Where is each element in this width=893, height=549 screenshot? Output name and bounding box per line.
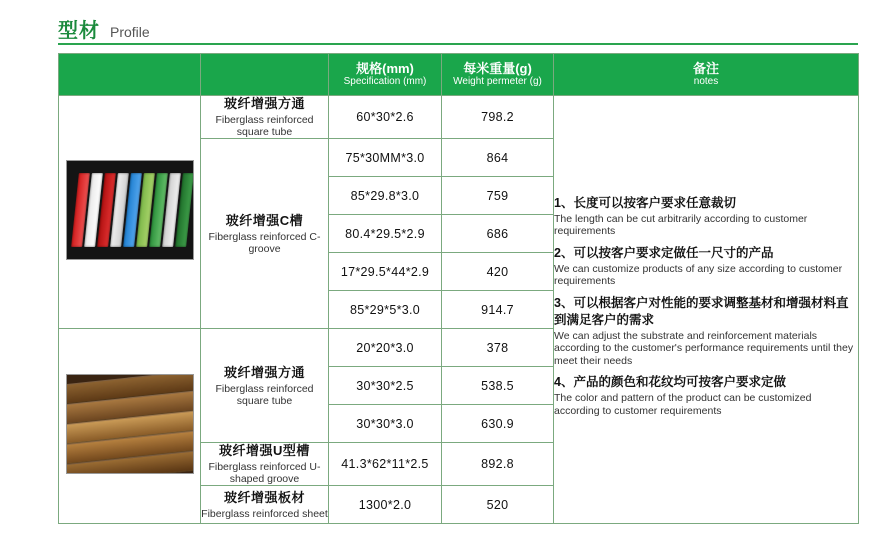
- weight-value: 914.7: [442, 291, 554, 329]
- spec-value: 30*30*2.5: [329, 367, 442, 405]
- note-text-en: We can adjust the substrate and reinforcement materials according to the customer's performance requirements until they meet their needs: [554, 329, 854, 367]
- note-text-en: We can customize products of any size according to customer requirements: [554, 262, 843, 288]
- product-image-cell-wood: [59, 329, 201, 524]
- product-name-en: Fiberglass reinforced sheet: [201, 507, 328, 520]
- product-name-en: Fiberglass reinforced square tube: [215, 382, 314, 407]
- col-header-notes-cn: 备注: [692, 61, 719, 76]
- note-item: [554, 374, 858, 417]
- spec-value: 1300*2.0: [329, 486, 442, 524]
- product-name-cell: [201, 329, 329, 443]
- col-header-specification-cn: 规格(mm): [356, 61, 414, 76]
- product-name-cell: [201, 96, 329, 139]
- product-name-cell: [201, 139, 329, 329]
- product-image-cell-tubes: [59, 96, 201, 329]
- colored-square-tubes-photo: [66, 160, 194, 260]
- spec-value: 85*29.8*3.0: [329, 177, 442, 215]
- note-text-en: The length can be cut arbitrarily according to customer requirements: [554, 212, 808, 238]
- product-name-cn: 玻纤增强板材: [223, 489, 305, 505]
- weight-value: 520: [442, 486, 554, 524]
- weight-value: 538.5: [442, 367, 554, 405]
- wood-grain-planks-photo: [66, 374, 194, 474]
- note-text-cn: 2、可以按客户要求定做任一尺寸的产品: [554, 245, 774, 260]
- weight-value: 686: [442, 215, 554, 253]
- product-name-cell: [201, 443, 329, 486]
- col-header-weight-cn: 每米重量(g): [463, 61, 532, 76]
- note-text-cn: 4、产品的颜色和花纹均可按客户要求定做: [554, 375, 786, 390]
- page-header: [58, 14, 150, 43]
- col-header-weight-en: Weight permeter (g): [453, 76, 542, 87]
- weight-value: 798.2: [442, 96, 554, 139]
- spec-value: 20*20*3.0: [329, 329, 442, 367]
- col-header-notes-en: notes: [693, 76, 719, 87]
- weight-value: 892.8: [442, 443, 554, 486]
- table-header-row: [59, 54, 859, 96]
- notes-cell: [554, 96, 859, 524]
- product-name-en: Fiberglass reinforced C-groove: [208, 230, 321, 255]
- col-header-specification: [329, 54, 442, 96]
- weight-value: 630.9: [442, 405, 554, 443]
- product-name-cn: 玻纤增强C槽: [225, 212, 304, 228]
- spec-value: 60*30*2.6: [329, 96, 442, 139]
- spec-value: 30*30*3.0: [329, 405, 442, 443]
- weight-value: 864: [442, 139, 554, 177]
- spec-value: 80.4*29.5*2.9: [329, 215, 442, 253]
- spec-value: 41.3*62*11*2.5: [329, 443, 442, 486]
- weight-value: 420: [442, 253, 554, 291]
- note-text-cn: 3、可以根据客户对性能的要求调整基材和增强材料直到满足客户的需求: [554, 295, 849, 327]
- col-header-specification-en: Specification (mm): [343, 76, 427, 87]
- product-name-en: Fiberglass reinforced square tube: [215, 114, 314, 138]
- spec-value: 17*29.5*44*2.9: [329, 253, 442, 291]
- spec-value: 85*29*5*3.0: [329, 291, 442, 329]
- col-header-image: [59, 54, 201, 96]
- note-item: [554, 195, 858, 238]
- header-divider: [58, 43, 858, 45]
- page-title-cn: 型材: [58, 20, 100, 42]
- product-name-cn: 玻纤增强方通: [223, 96, 305, 111]
- note-item: [554, 245, 858, 288]
- note-item: [554, 295, 858, 368]
- spec-table-wrapper: [58, 53, 858, 524]
- weight-value: 378: [442, 329, 554, 367]
- product-name-cell: [201, 486, 329, 524]
- spec-table: [58, 53, 859, 524]
- product-name-cn: 玻纤增强方通: [223, 364, 305, 380]
- col-header-product: [201, 54, 329, 96]
- product-name-cn: 玻纤增强U型槽: [219, 443, 310, 458]
- weight-value: 759: [442, 177, 554, 215]
- page-title-en: Profile: [110, 24, 150, 40]
- spec-value: 75*30MM*3.0: [329, 139, 442, 177]
- product-name-en: Fiberglass reinforced U-shaped groove: [208, 461, 321, 485]
- col-header-notes: [554, 54, 859, 96]
- col-header-weight: [442, 54, 554, 96]
- note-text-cn: 1、长度可以按客户要求任意裁切: [554, 195, 736, 210]
- note-text-en: The color and pattern of the product can be customized according to customer requirements: [554, 392, 812, 417]
- table-row: [59, 96, 859, 139]
